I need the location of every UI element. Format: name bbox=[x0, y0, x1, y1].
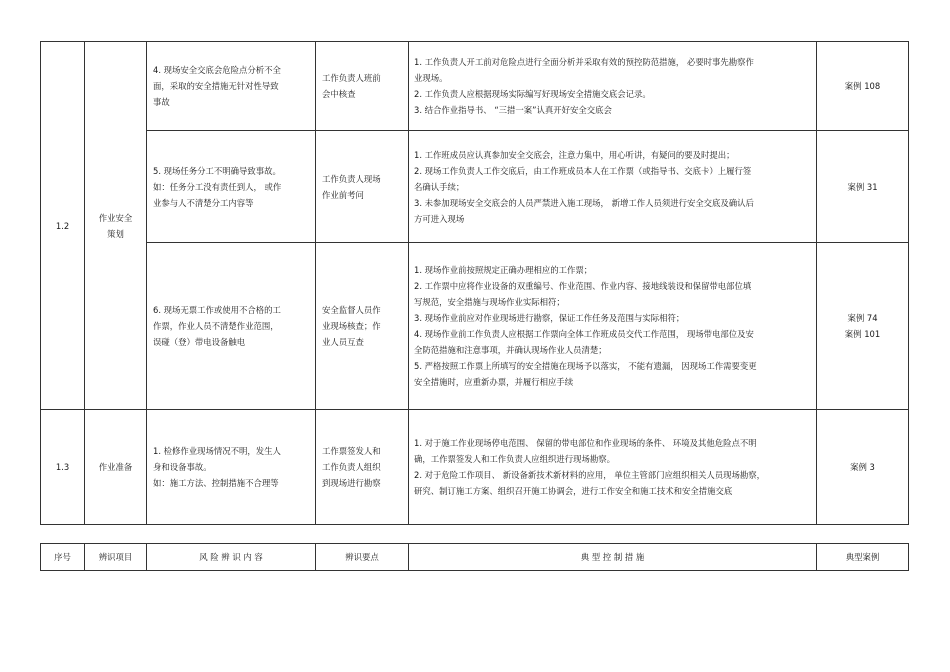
typical-case: 案例 3 bbox=[817, 410, 909, 525]
header-measure: 典 型 控 制 措 施 bbox=[409, 544, 817, 571]
risk-content: 4. 现场安全交底会危险点分析不全 面，采取的安全措施无针对性导致 事故 bbox=[147, 42, 316, 131]
table-row bbox=[41, 131, 909, 243]
header-item: 辨识项目 bbox=[85, 544, 147, 571]
control-measures: 1. 对于施工作业现场停电范围、 保留的带电部位和作业现场的条件、 环境及其他危险点不明 确，工作票签发人和工作负责人应组织进行现场勘察。 2. 对于危险工作项目、 新设备新技术新材料的应用， 单位主管部门应组织相关人员现场勘察， 研究、制订施工方案、组织召开施工协调会，进行工作安全和施工技术和安全措施交底 bbox=[409, 410, 817, 525]
header-risk: 风 险 辨 识 内 容 bbox=[147, 544, 316, 571]
typical-case: 案例 31 bbox=[817, 131, 909, 243]
section-item bbox=[85, 410, 147, 525]
typical-case: 案例 108 bbox=[817, 42, 909, 131]
header-key: 辨识要点 bbox=[316, 544, 409, 571]
item-line: 作业安全 bbox=[98, 212, 133, 223]
header-no: 序号 bbox=[41, 544, 85, 571]
control-measures: 1. 工作班成员应认真参加安全交底会，注意力集中，用心听讲，有疑问的要及时提出； 2. 现场工作负责人工作交底后，由工作班成员本人在工作票（或指导书、交底卡）上履行签 名确认手续； 3. 未参加现场安全交底会的人员严禁进入施工现场， 新增工作人员须进行安全交底及确认后 方可进入现场 bbox=[409, 131, 817, 243]
section-item bbox=[85, 42, 147, 410]
risk-content: 6. 现场无票工作或使用不合格的工 作票，作业人员不清楚作业范围， 误碰（登）带电设备触电 bbox=[147, 243, 316, 410]
section-number: 1.2 bbox=[41, 42, 85, 410]
control-measures: 1. 工作负责人开工前对危险点进行全面分析并采取有效的预控防范措施， 必要时事先勘察作 业现场。 2. 工作负责人应根据现场实际编写好现场安全措施交底会记录。 3. 结合作业指导书、 “三措一案”认真开好安全交底会 bbox=[409, 42, 817, 131]
typical-case: 案例 74 案例 101 bbox=[817, 243, 909, 410]
risk-content: 1. 检修作业现场情况不明，发生人 身和设备事故。 如：施工方法、控制措施不合理等 bbox=[147, 410, 316, 525]
key-point: 工作负责人现场 作业前考问 bbox=[316, 131, 409, 243]
control-measures: 1. 现场作业前按照规定正确办理相应的工作票； 2. 工作票中应将作业设备的双重编号、作业范围、作业内容、接地线装设和保留带电部位填 写规范，安全措施与现场作业实际相符； 3. 现场作业前应对作业现场进行勘察，保证工作任务及范围与实际相符； 4. 现场作业前工作负责人应根据工作票向全体工作班成员交代工作范围， 现场带电部位及安 全防范措施和注意事项，并确认现场作业人员清楚； 5. 严格按照工作票上所填写的安全措施在现场予以落实， 不能有遗漏， 因现场工作需要变更 安全措施时，应重新办票，并履行相应手续 bbox=[409, 243, 817, 410]
risk-table bbox=[40, 41, 909, 525]
table-row bbox=[41, 42, 909, 131]
header-table bbox=[40, 543, 909, 571]
section-number: 1.3 bbox=[41, 410, 85, 525]
risk-content: 5. 现场任务分工不明确导致事故。 如：任务分工没有责任到人， 或作 业参与人不清楚分工内容等 bbox=[147, 131, 316, 243]
table-row bbox=[41, 410, 909, 525]
item-line: 策划 bbox=[107, 228, 124, 239]
key-point: 安全监督人员作 业现场核查；作 业人员互查 bbox=[316, 243, 409, 410]
key-point: 工作票签发人和 工作负责人组织 到现场进行勘察 bbox=[316, 410, 409, 525]
key-point: 工作负责人班前 会中核查 bbox=[316, 42, 409, 131]
header-row bbox=[41, 544, 909, 571]
header-case: 典型案例 bbox=[817, 544, 909, 571]
item-line: 作业准备 bbox=[98, 462, 133, 472]
table-row bbox=[41, 243, 909, 410]
